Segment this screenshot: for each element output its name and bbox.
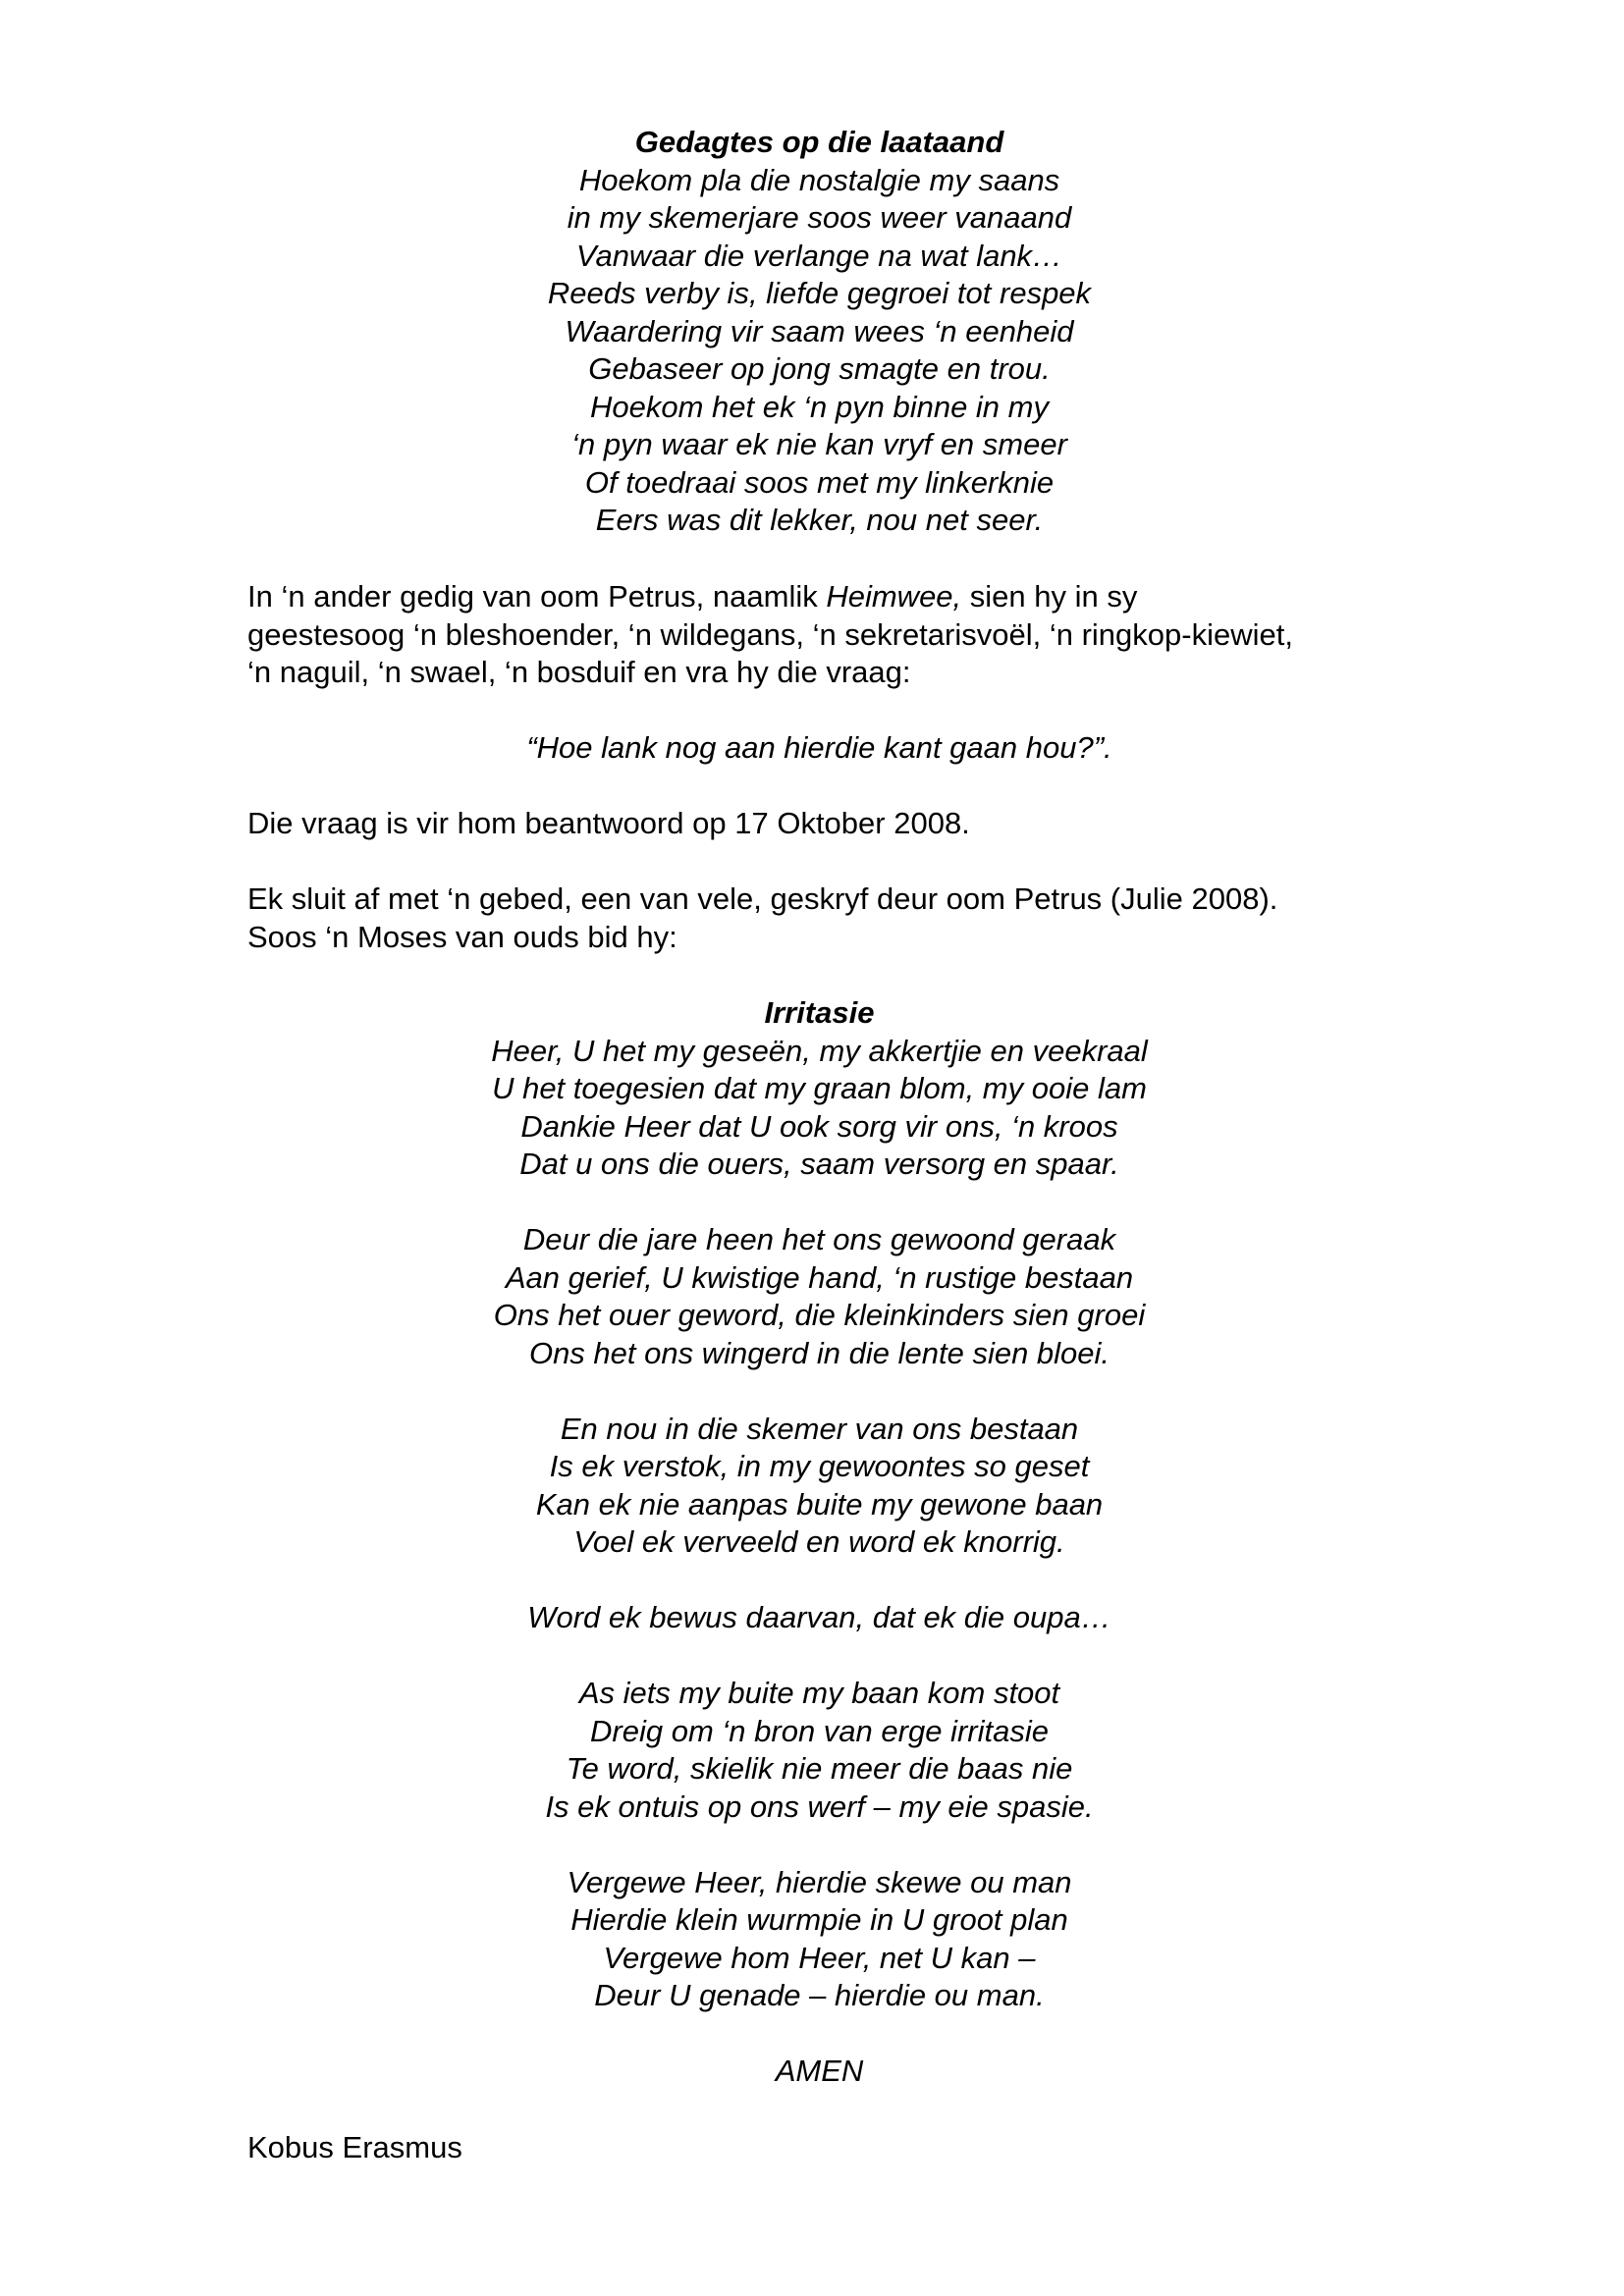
poem-line: Of toedraai soos met my linkerknie: [584, 464, 1055, 500]
paragraph-line: Die vraag is vir hom beantwoord op 17 Oktober 2008.: [247, 806, 970, 840]
paragraph-line: Soos ‘n Moses van ouds bid hy:: [247, 919, 677, 954]
poem-line: As iets my buite my baan kom stoot: [578, 1676, 1060, 1710]
poem-line: Deur die jare heen het ons gewoond geraak: [522, 1222, 1116, 1256]
poem-line: U het toegesien dat my graan blom, my ooie lam: [492, 1071, 1147, 1105]
poem-line: Dat u ons die ouers, saam versorg en spaar.: [519, 1147, 1119, 1181]
poem-line: ‘n pyn waar ek nie kan vryf en smeer: [571, 427, 1067, 461]
poem-line: Voel ek verveeld en word ek knorrig.: [573, 1524, 1065, 1559]
paragraph-line: [247, 578, 1391, 616]
paragraph-answer: [247, 805, 1391, 843]
stanza-break: [247, 1372, 1391, 1411]
poem-line: Eers was dit lekker, nou net seer.: [595, 503, 1044, 537]
paragraph-prayer-intro: [247, 881, 1391, 956]
poem-line: Dreig om ‘n bron van erge irritasie: [590, 1713, 1049, 1748]
quote: [247, 729, 1391, 768]
author: [247, 2129, 1391, 2167]
poem-line: Hierdie klein wurmpie in U groot plan: [570, 1902, 1068, 1937]
poem-line: Vanwaar die verlange na wat lank…: [575, 238, 1063, 273]
poem-line: Waardering vir saam wees ‘n eenheid: [565, 313, 1074, 348]
stanza-break: [247, 1637, 1391, 1676]
paragraph-line: Ek sluit af met ‘n gebed, een van vele, geskryf deur oom Petrus (Julie 2008).: [247, 881, 1278, 916]
poem-line: in my skemerjare soos weer vanaand: [567, 200, 1072, 235]
paragraph-line: ‘n naguil, ‘n swael, ‘n bosduif en vra hy die vraag:: [247, 655, 911, 689]
quote-line: “Hoe lank nog aan hierdie kant gaan hou?”.: [526, 730, 1112, 765]
poem-line: Dankie Heer dat U ook sorg vir ons, ‘n kroos: [520, 1108, 1118, 1144]
paragraph-heimwee: [247, 578, 1391, 692]
poem-line: Aan gerief, U kwistige hand, ‘n rustige bestaan: [505, 1259, 1134, 1295]
poem-line: Is ek verstok, in my gewoontes so geset: [549, 1449, 1090, 1483]
poem-line: Vergewe Heer, hierdie skewe ou man: [567, 1864, 1072, 1899]
poem-line: Gebaseer op jong smagte en trou.: [588, 351, 1051, 386]
poem-line: Ons het ons wingerd in die lente sien bloei.: [528, 1335, 1110, 1370]
poem-line: Reeds verby is, liefde gegroei tot respek: [547, 276, 1092, 310]
stanza-break: [247, 1184, 1391, 1222]
poem-line: Hoekom het ek ‘n pyn binne in my: [590, 389, 1049, 424]
paragraph-text: In ‘n ander gedig van oom Petrus, naamlik: [247, 579, 827, 614]
stanza-break: [247, 1562, 1391, 1600]
poem-line: Te word, skielik nie meer die baas nie: [566, 1751, 1073, 1786]
paragraph-line: geestesoog ‘n bleshoender, ‘n wildegans, ‘n sekretarisvoël, ‘n ringkop-kiewiet,: [247, 616, 1293, 652]
author-name: Kobus Erasmus: [247, 2130, 462, 2164]
stanza-break: [247, 1826, 1391, 1864]
poem-line: En nou in die skemer van ons bestaan: [560, 1411, 1079, 1446]
stanza-break: [247, 2015, 1391, 2054]
poem-irritasie: [247, 994, 1391, 2091]
poem-line: Heer, U het my geseën, my akkertjie en veekraal: [491, 1033, 1148, 1068]
poem-title: Gedagtes op die laataand: [634, 125, 1004, 159]
poem-line: Deur U genade – hierdie ou man.: [594, 1978, 1045, 2012]
poem-line: Word ek bewus daarvan, dat ek die oupa…: [527, 1600, 1111, 1634]
poem-reference: Heimwee,: [826, 579, 962, 614]
poem-line: Is ek ontuis op ons werf – my eie spasie.: [545, 1789, 1094, 1824]
poem-line: Ons het ouer geword, die kleinkinders sien groei: [493, 1298, 1146, 1332]
poem-line: Hoekom pla die nostalgie my saans: [578, 162, 1060, 197]
paragraph-text: sien hy in sy: [961, 579, 1138, 614]
poem-closing: AMEN: [775, 2054, 864, 2088]
poem-title: Irritasie: [764, 995, 875, 1030]
poem-line: Vergewe hom Heer, net U kan –: [603, 1940, 1036, 1975]
poem-line: Kan ek nie aanpas buite my gewone baan: [535, 1486, 1104, 1522]
poem-gedagtes: [247, 124, 1391, 540]
